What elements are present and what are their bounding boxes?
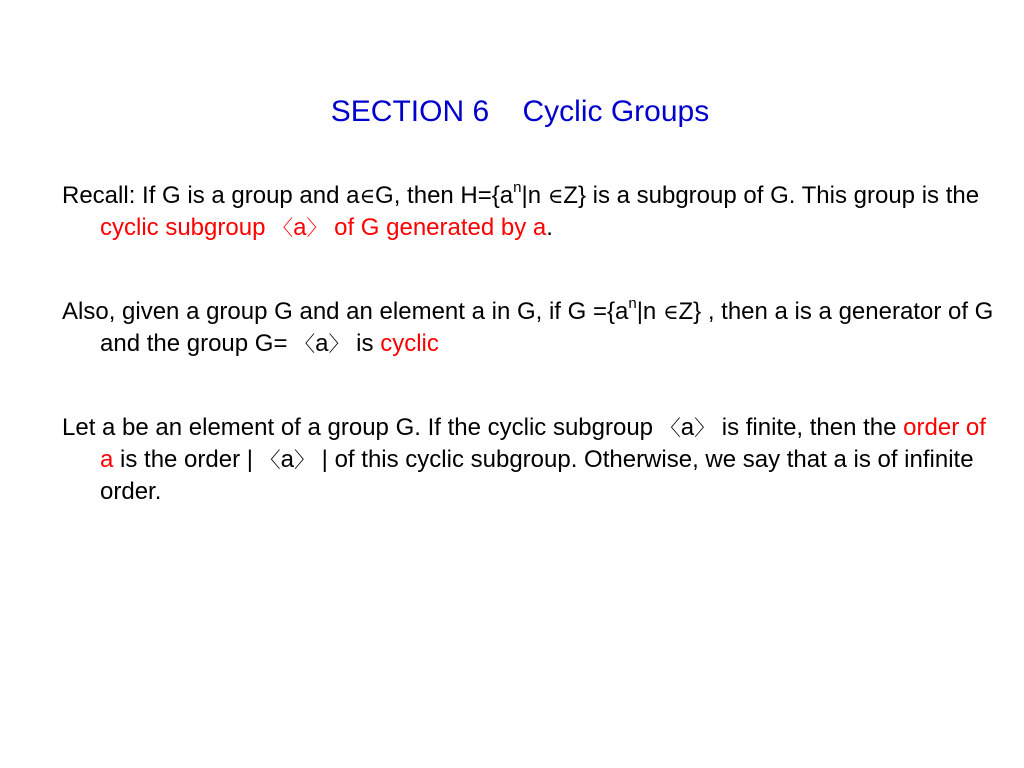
text-segment: Z} is a subgroup of G. This group is the (563, 182, 980, 209)
right-angle-bracket: 〉 (306, 216, 328, 240)
right-angle-bracket: 〉 (294, 448, 316, 472)
text-segment: a (280, 446, 295, 473)
highlight-term: cyclic (380, 330, 439, 357)
slide-title: SECTION 6 Cyclic Groups (330, 95, 710, 128)
highlight-term: a (293, 214, 307, 241)
highlight-term: of G generated by a (327, 214, 547, 241)
text-segment: is finite, then the (715, 414, 904, 441)
left-angle-bracket: 〈 (272, 216, 294, 240)
text-segment: Recall: If G is a group and a (62, 182, 360, 209)
right-angle-bracket: 〉 (694, 416, 716, 440)
text-segment: Z} , then a is a generator of G and the group G= (100, 298, 994, 357)
paragraph-order-definition (62, 412, 1000, 508)
element-of-symbol: ∈ (547, 184, 564, 208)
exponent: n (513, 179, 522, 196)
element-of-symbol: ∈ (359, 184, 376, 208)
paragraph-generator-definition (62, 296, 1000, 360)
exponent: n (628, 295, 637, 312)
text-segment: Also, given a group G and an element a in G, if G ={a (62, 298, 629, 325)
left-angle-bracket: 〈 (259, 448, 281, 472)
element-of-symbol: ∈ (662, 300, 679, 324)
left-angle-bracket: 〈 (659, 416, 681, 440)
highlight-term: cyclic subgroup (100, 214, 273, 241)
text-segment: | of this cyclic subgroup. Otherwise, we say that a is of infinite order. (100, 446, 974, 505)
text-segment: is the order | (113, 446, 260, 473)
text-segment: G, then H={a (375, 182, 514, 209)
text-segment: . (546, 214, 553, 241)
text-segment: is (349, 330, 381, 357)
text-segment: Let a be an element of a group G. If the cyclic subgroup (62, 414, 660, 441)
text-segment: |n (636, 298, 663, 325)
text-segment: a (315, 330, 329, 357)
text-segment: |n (521, 182, 548, 209)
highlight-term: order of a (100, 414, 986, 473)
right-angle-bracket: 〉 (328, 332, 350, 356)
paragraph-recall-cyclic-subgroup (62, 180, 1000, 244)
text-segment: a (680, 414, 695, 441)
left-angle-bracket: 〈 (294, 332, 316, 356)
